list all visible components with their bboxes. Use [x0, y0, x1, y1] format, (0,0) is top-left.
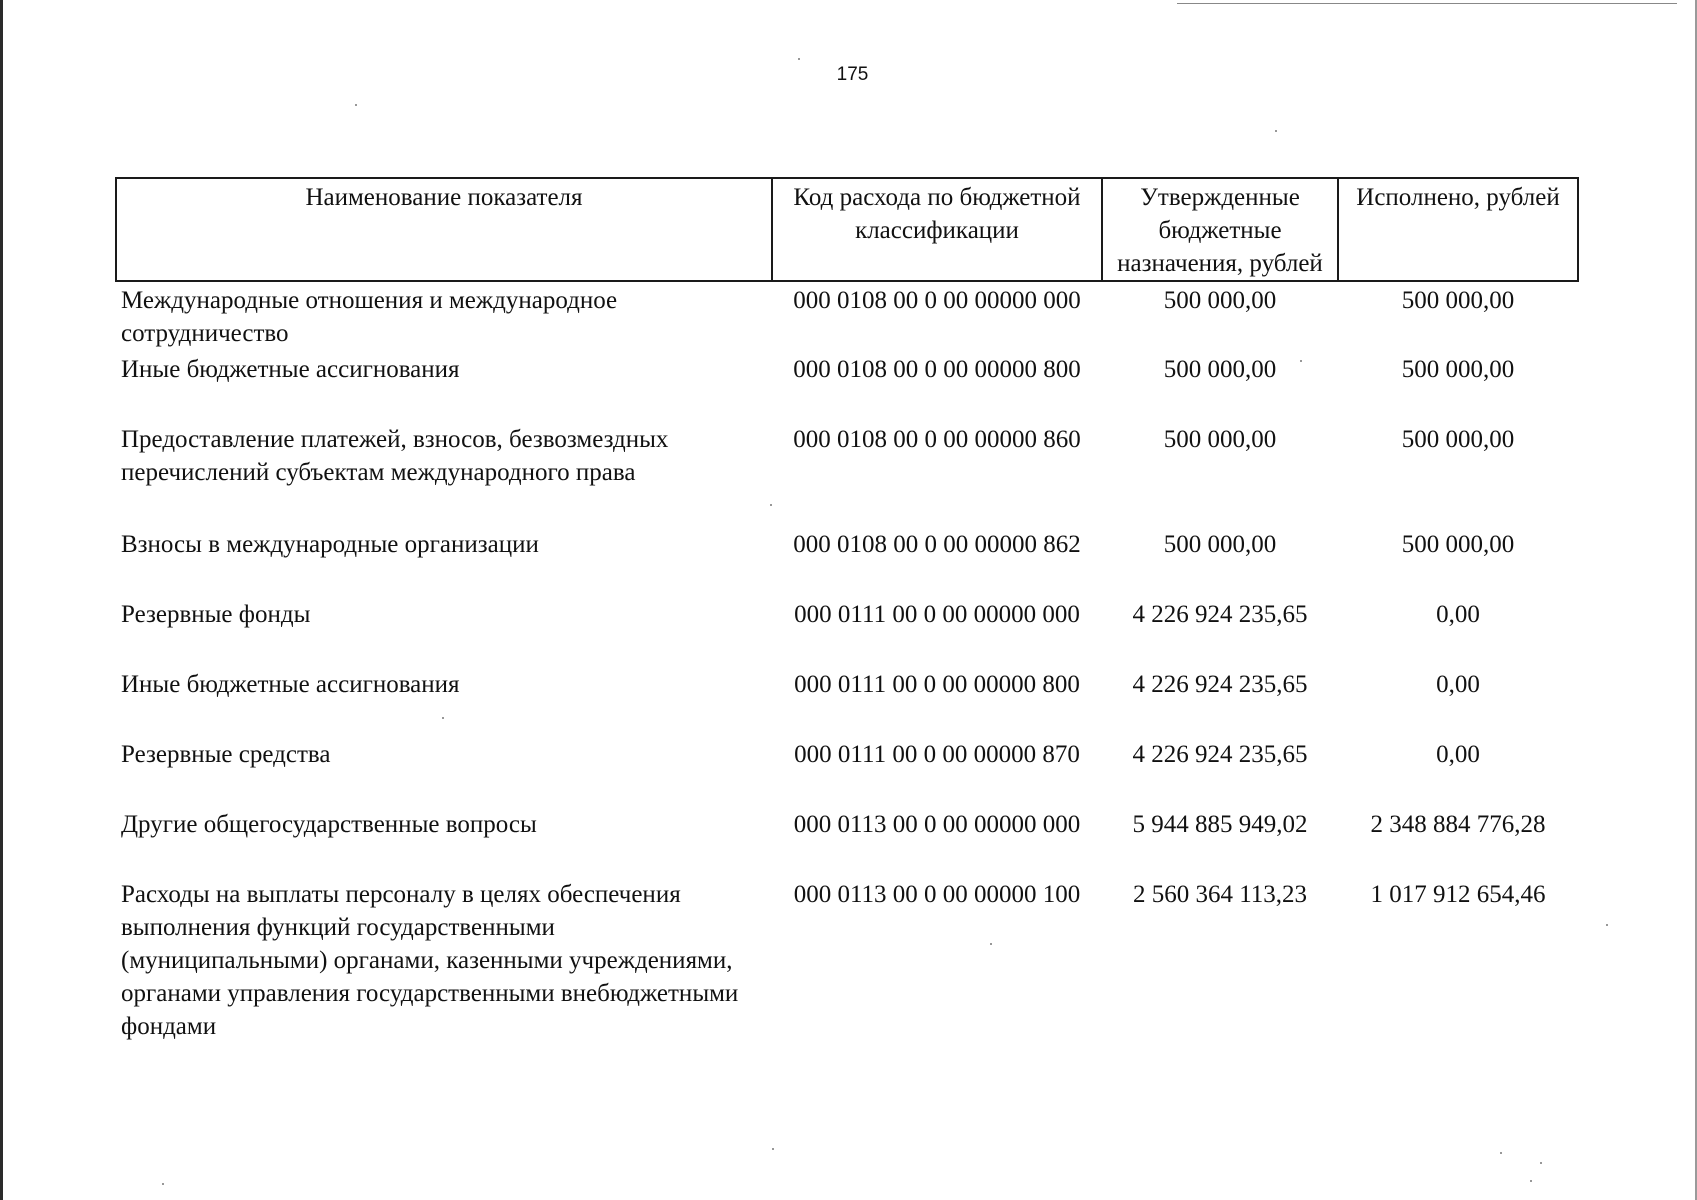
- row-executed: 0,00: [1436, 671, 1480, 698]
- scan-speck: [1300, 360, 1302, 362]
- row-name: Резервные фонды: [121, 601, 311, 628]
- scan-speck: [770, 504, 772, 506]
- row-approved: 4 226 924 235,65: [1132, 671, 1308, 698]
- table-row: [116, 876, 1578, 1046]
- row-executed: 1 017 912 654,46: [1370, 881, 1546, 908]
- row-name: Иные бюджетные ассигнования: [121, 356, 460, 383]
- row-name: Другие общегосударственные вопросы: [121, 811, 537, 838]
- row-name: Взносы в международные организации: [121, 531, 539, 558]
- table-row: [116, 806, 1578, 876]
- scan-speck: [772, 1148, 774, 1150]
- header-code: Код расхода по бюджетной классификации: [772, 178, 1102, 281]
- row-executed: 500 000,00: [1401, 426, 1515, 453]
- scan-speck: [1275, 130, 1277, 132]
- row-code: 000 0108 00 0 00 00000 000: [793, 287, 1081, 314]
- row-approved: 500 000,00: [1163, 426, 1277, 453]
- page-number: 175: [836, 64, 869, 85]
- row-code: 000 0108 00 0 00 00000 800: [793, 356, 1081, 383]
- header-executed: Исполнено, рублей: [1338, 178, 1578, 281]
- row-code: 000 0111 00 0 00 00000 800: [794, 671, 1080, 698]
- row-approved: 4 226 924 235,65: [1132, 601, 1308, 628]
- row-code: 000 0111 00 0 00 00000 000: [794, 601, 1080, 628]
- table-row: [116, 526, 1578, 596]
- row-code: 000 0113 00 0 00 00000 100: [793, 881, 1081, 908]
- row-executed: 500 000,00: [1401, 356, 1515, 383]
- row-code: 000 0108 00 0 00 00000 862: [793, 531, 1081, 558]
- scan-left-edge: [0, 0, 3, 1200]
- row-name: Резервные средства: [121, 741, 331, 768]
- row-name: Иные бюджетные ассигнования: [121, 671, 460, 698]
- row-code: 000 0108 00 0 00 00000 860: [793, 426, 1081, 453]
- row-name: Расходы на выплаты персоналу в целях обеспечения выполнения функций государственными (муниципальными) органами, казенными учреждениями, органами управления государственными внебюджетными фондами: [121, 881, 739, 1040]
- table-header-row: [116, 178, 1578, 281]
- budget-table: [115, 177, 1579, 1046]
- row-executed: 0,00: [1436, 601, 1480, 628]
- table-row: [116, 666, 1578, 736]
- table-row: [116, 281, 1578, 351]
- row-approved: 2 560 364 113,23: [1132, 881, 1308, 908]
- scan-speck: [1540, 1162, 1542, 1164]
- row-executed: 0,00: [1436, 741, 1480, 768]
- scan-speck: [1530, 1180, 1532, 1182]
- row-approved: 500 000,00: [1163, 531, 1277, 558]
- row-executed: 500 000,00: [1401, 531, 1515, 558]
- row-approved: 4 226 924 235,65: [1132, 741, 1308, 768]
- row-executed: 500 000,00: [1401, 287, 1515, 314]
- scan-top-line: [1177, 3, 1677, 4]
- table-row: [116, 421, 1578, 526]
- row-code: 000 0113 00 0 00 00000 000: [793, 811, 1081, 838]
- row-approved: 500 000,00: [1163, 356, 1277, 383]
- scan-speck: [1606, 924, 1608, 926]
- row-code: 000 0111 00 0 00 00000 870: [794, 741, 1080, 768]
- row-name: Предоставление платежей, взносов, безвозмездных перечислений субъектам международного права: [121, 426, 669, 486]
- scan-speck: [798, 58, 800, 60]
- row-name: Международные отношения и международное сотрудничество: [121, 287, 618, 347]
- header-name: Наименование показателя: [116, 178, 772, 281]
- row-executed: 2 348 884 776,28: [1370, 811, 1546, 838]
- row-approved: 5 944 885 949,02: [1132, 811, 1308, 838]
- scan-speck: [162, 1183, 164, 1185]
- scan-speck: [1500, 1152, 1502, 1154]
- header-approved: Утвержденные бюджетные назначения, рублей: [1102, 178, 1338, 281]
- scan-speck: [442, 717, 444, 719]
- table-row: [116, 596, 1578, 666]
- scan-speck: [990, 943, 992, 945]
- table-row: [116, 736, 1578, 806]
- row-approved: 500 000,00: [1163, 287, 1277, 314]
- scan-speck: [355, 104, 357, 106]
- table-row: [116, 351, 1578, 421]
